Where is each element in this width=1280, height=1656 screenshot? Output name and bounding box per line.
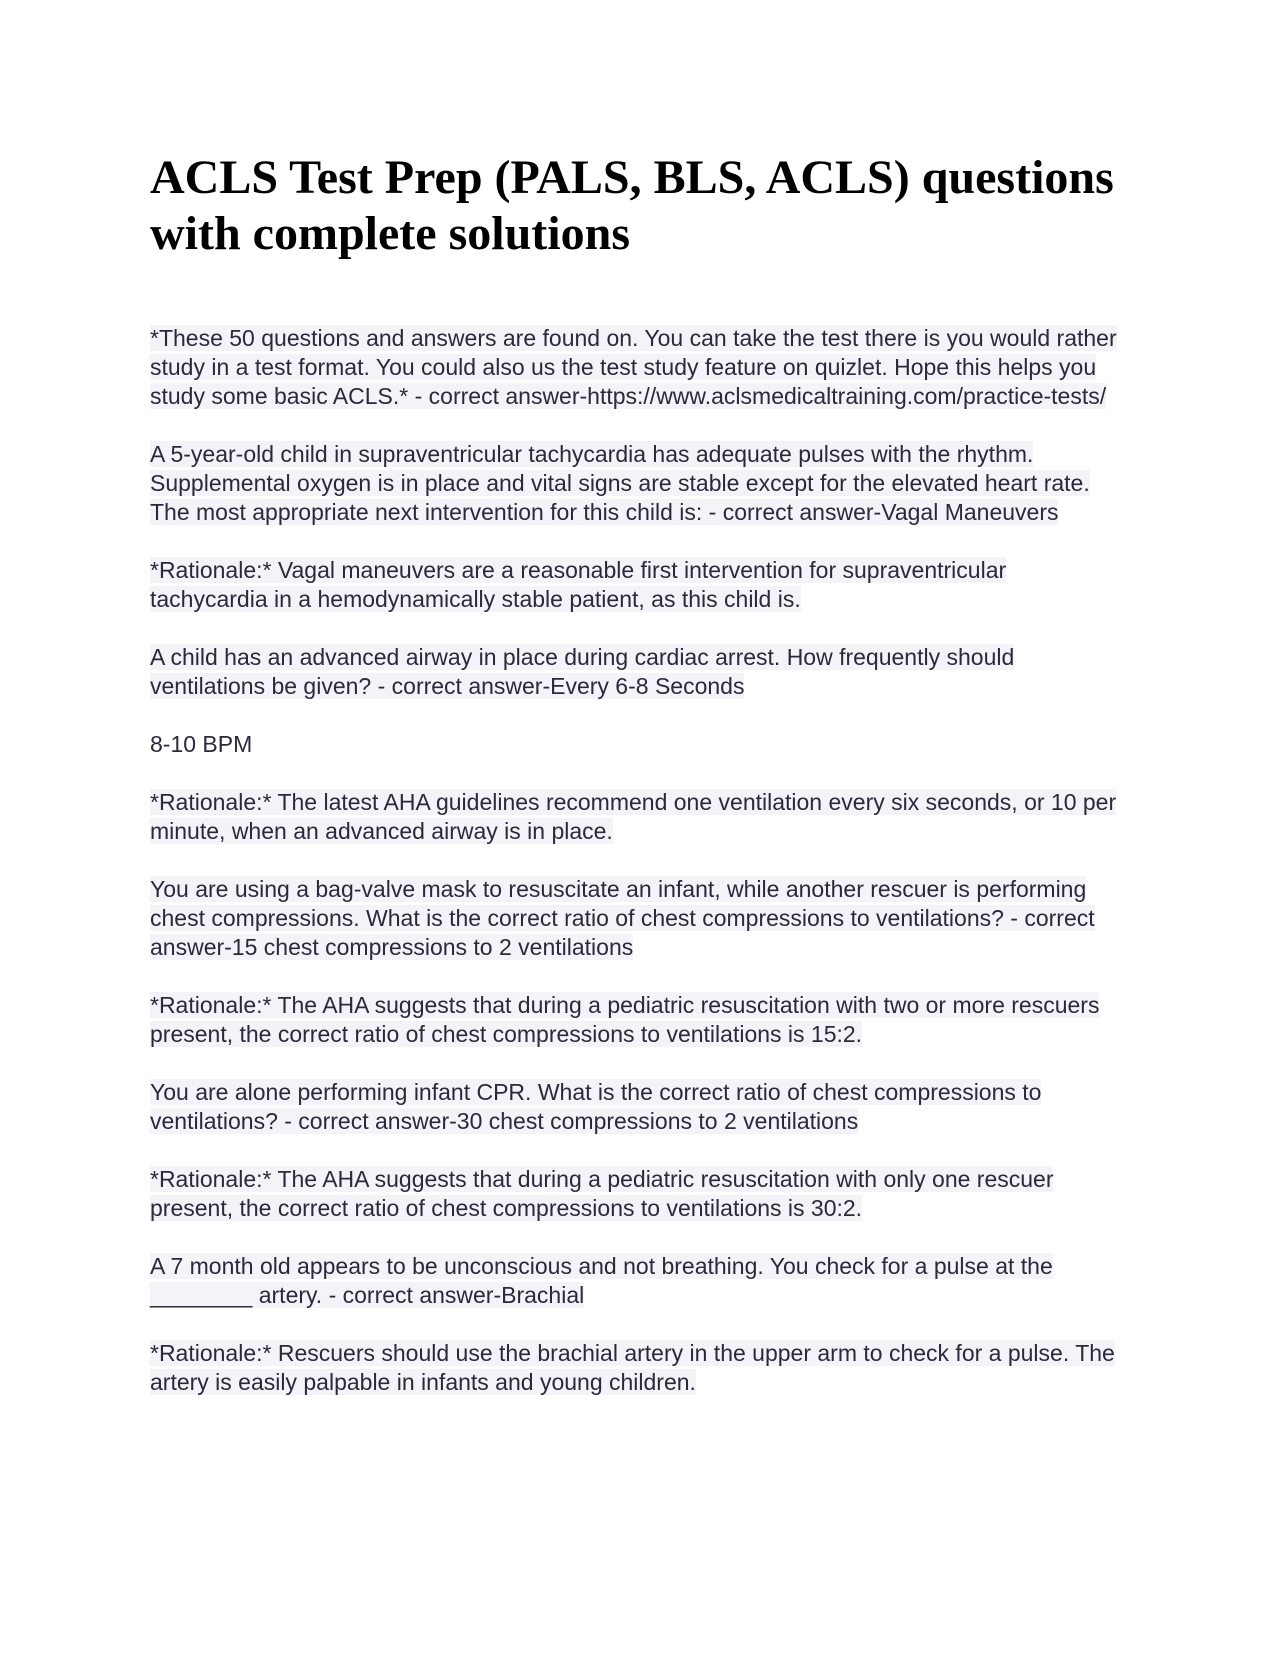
question-one-rescuer-text: You are alone performing infant CPR. What is the correct ratio of chest compressions to ventilations? - correct answer-30 chest compressions to 2 ventilations: [150, 1079, 1042, 1134]
document-page: [150, 150, 1130, 1426]
rationale-pulse-text: *Rationale:* Rescuers should use the brachial artery in the upper arm to check for a pulse. The artery is easily palpable in infants and young children.: [150, 1340, 1115, 1395]
rationale-pulse-paragraph: [150, 1339, 1130, 1397]
question-pulse-text: A 7 month old appears to be unconscious and not breathing. You check for a pulse at the ________ artery. - correct answer-Brachial: [150, 1253, 1053, 1308]
question-ventilation-paragraph: [150, 643, 1130, 701]
question-pulse-paragraph: [150, 1252, 1130, 1310]
intro-paragraph: [150, 324, 1130, 411]
question-two-rescuer-paragraph: [150, 875, 1130, 962]
rationale-one-rescuer-text: *Rationale:* The AHA suggests that during a pediatric resuscitation with only one rescuer present, the correct ratio of chest compressions to ventilations is 30:2.: [150, 1166, 1054, 1221]
question-ventilation-text: A child has an advanced airway in place during cardiac arrest. How frequently should ventilations be given? - correct answer-Every 6-8 Seconds: [150, 644, 1015, 699]
question-two-rescuer-text: You are using a bag-valve mask to resuscitate an infant, while another rescuer is performing chest compressions. What is the correct ratio of chest compressions to ventilations? - correct answer-15 chest compressions to 2 ventilations: [150, 876, 1095, 960]
rationale-two-rescuer-paragraph: [150, 991, 1130, 1049]
question-one-rescuer-paragraph: [150, 1078, 1130, 1136]
bpm-paragraph: [150, 730, 1130, 759]
question-svt-paragraph: [150, 440, 1130, 527]
rationale-two-rescuer-text: *Rationale:* The AHA suggests that during a pediatric resuscitation with two or more rescuers present, the correct ratio of chest compressions to ventilations is 15:2.: [150, 992, 1100, 1047]
rationale-ventilation-paragraph: [150, 788, 1130, 846]
bpm-text: 8-10 BPM: [150, 731, 253, 757]
rationale-one-rescuer-paragraph: [150, 1165, 1130, 1223]
rationale-svt-paragraph: [150, 556, 1130, 614]
question-svt-text: A 5-year-old child in supraventricular tachycardia has adequate pulses with the rhythm. Supplemental oxygen is in place and vital signs are stable except for the elevated heart rate. The most appropriate next intervention for this child is: - correct answer-Vagal Maneuvers: [150, 441, 1090, 525]
document-title: ACLS Test Prep (PALS, BLS, ACLS) questions with complete solutions: [150, 151, 1114, 260]
rationale-svt-text: *Rationale:* Vagal maneuvers are a reasonable first intervention for supraventricular tachycardia in a hemodynamically stable patient, as this child is.: [150, 557, 1007, 612]
rationale-ventilation-text: *Rationale:* The latest AHA guidelines recommend one ventilation every six seconds, or 10 per minute, when an advanced airway is in place.: [150, 789, 1117, 844]
intro-text: *These 50 questions and answers are found on. You can take the test there is you would rather study in a test format. You could also us the test study feature on quizlet. Hope this helps you study some basic ACLS.* - correct answer-https://www.aclsmedicaltraining.com/practice-tests/: [150, 325, 1117, 409]
